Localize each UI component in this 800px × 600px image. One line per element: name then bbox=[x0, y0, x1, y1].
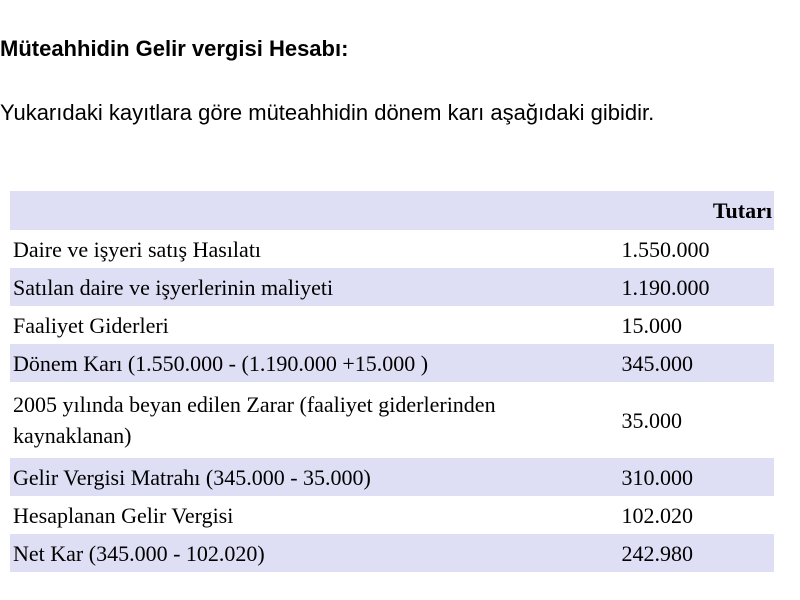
row-amount: 345.000 bbox=[621, 350, 693, 376]
row-amount: 242.980 bbox=[621, 540, 693, 566]
row-label: Dönem Karı (1.550.000 - (1.190.000 +15.000 ) bbox=[13, 350, 429, 376]
row-amount: 102.020 bbox=[621, 502, 693, 528]
table-row bbox=[10, 344, 774, 382]
income-tax-table bbox=[10, 191, 774, 572]
row-amount: 35.000 bbox=[621, 407, 682, 433]
row-label: 2005 yılında beyan edilen Zarar (faaliyet giderlerinden kaynaklanan) bbox=[13, 392, 496, 448]
row-label: Satılan daire ve işyerlerinin maliyeti bbox=[13, 274, 334, 300]
table-row bbox=[10, 268, 774, 306]
table-row bbox=[10, 382, 774, 458]
table-row bbox=[10, 496, 774, 534]
row-amount: 15.000 bbox=[621, 312, 682, 338]
header-label-cell bbox=[10, 191, 615, 230]
row-label: Daire ve işyeri satış Hasılatı bbox=[13, 236, 262, 262]
row-label: Net Kar (345.000 - 102.020) bbox=[13, 540, 265, 566]
section-heading: Müteahhidin Gelir vergisi Hesabı: bbox=[0, 36, 349, 61]
table-row bbox=[10, 306, 774, 344]
table-row bbox=[10, 458, 774, 496]
header-amount-cell: Tutarı bbox=[712, 198, 772, 223]
table-row bbox=[10, 230, 774, 268]
row-label: Gelir Vergisi Matrahı (345.000 - 35.000) bbox=[13, 464, 371, 490]
row-label: Faaliyet Giderleri bbox=[13, 312, 169, 338]
row-amount: 1.190.000 bbox=[621, 274, 710, 300]
row-amount: 310.000 bbox=[621, 464, 693, 490]
row-amount: 1.550.000 bbox=[621, 236, 710, 262]
table-row bbox=[10, 534, 774, 572]
intro-text: Yukarıdaki kayıtlara göre müteahhidin dönem karı aşağıdaki gibidir. bbox=[0, 100, 655, 125]
row-label: Hesaplanan Gelir Vergisi bbox=[13, 502, 234, 528]
table-header-row bbox=[10, 191, 774, 230]
